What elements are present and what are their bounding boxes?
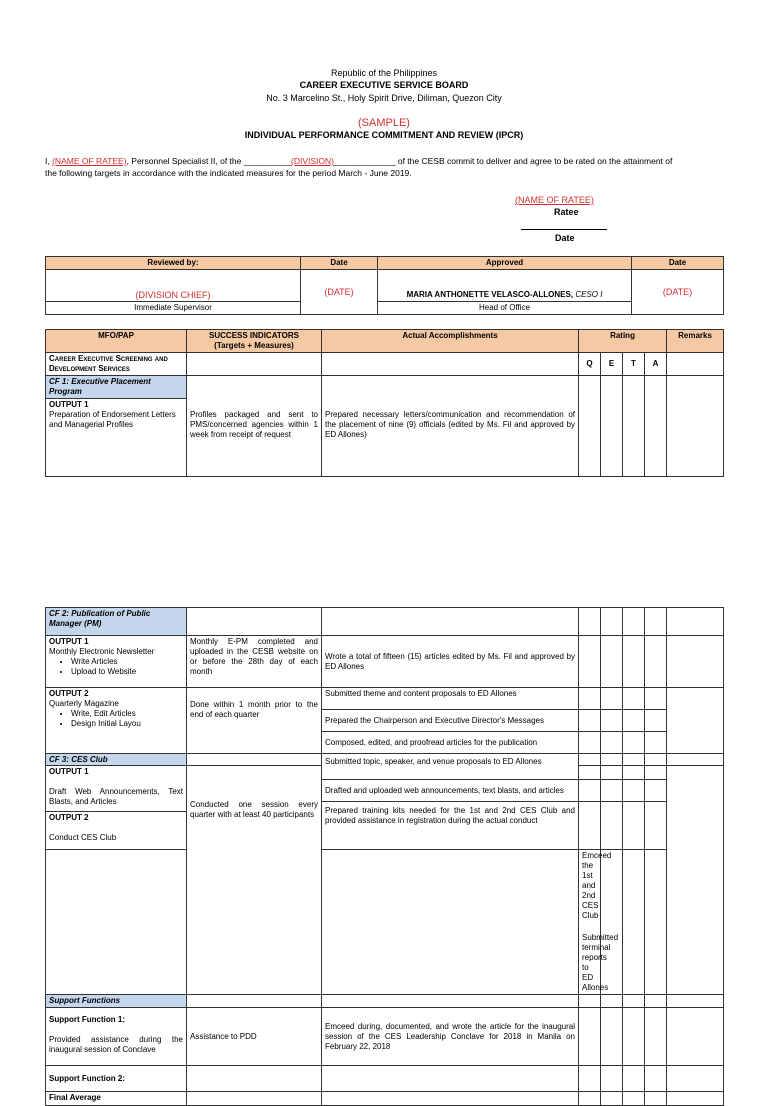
rating-a: A [645,353,667,376]
empty-cell [601,995,623,1008]
empty-cell [601,1092,623,1106]
empty-cell [623,376,645,477]
empty-cell [579,376,601,477]
empty-cell [645,1066,667,1092]
cf3-acc3: Prepared training kits needed for the 1st and 2nd CES Club and provided assistance in registration during the actual conduct [322,802,579,850]
intro-p1: I, [45,156,53,166]
list-item: • Write, Edit Articles [71,709,183,719]
support-function-1-acc: Emceed during, documented, and wrote the article for the inaugural session of the CES Leadership Conclave for 2018 in Manila on February 22, 2018 [322,1008,579,1066]
empty-cell [645,1092,667,1106]
intro-p2: , Personnel Specialist II, of the [126,156,244,166]
empty-cell [601,732,623,754]
rating-e: E [601,353,623,376]
ratee-date-label: Date [555,233,575,243]
cf3-output2-label: OUTPUT 2 [49,813,89,822]
empty-cell [645,780,667,802]
review-table [45,256,724,315]
out1-accomplishment: Prepared necessary letters/communication and recommendation of the placement of nine (9) officials (edited by Ms. Fil and approved by ED Allones) [322,376,579,477]
date-header-1: Date [301,257,378,270]
cf2-output2-acc2: Prepared the Chairperson and Executive Director's Messages [322,710,579,732]
support-function-1-label: Support Function 1: [49,1015,125,1024]
approver-name [378,270,632,302]
empty-cell [645,754,667,766]
empty-cell [579,608,601,636]
rating-t: T [623,353,645,376]
cf2-output1-label: OUTPUT 1 [49,637,89,646]
republic-line: Republic of the Philippines [330,68,438,78]
ratee-date-line [521,229,607,230]
empty-cell [601,1008,623,1066]
empty-cell [645,376,667,477]
empty-cell [645,766,667,780]
success-indicators-header [187,330,322,353]
cf2-output2-cell [46,688,187,754]
empty-cell [579,802,601,850]
date-value-2: (DATE) [632,270,724,315]
remarks-header: Remarks [667,330,724,353]
empty-cell [579,636,601,688]
empty-cell [667,766,724,995]
cf3-success-indicator: Conducted one session every quarter with at least 40 participants [187,766,322,995]
empty-cell [645,688,667,710]
empty-cell [645,995,667,1008]
empty-cell [601,710,623,732]
cf2-output1-si: Monthly E-PM completed and uploaded in the CESB website on or before the 28th day of each month [187,636,322,688]
empty-cell [601,688,623,710]
cf2-output2-acc1: Submitted theme and content proposals to ED Allones [322,688,579,710]
approver-title: CESO I [575,290,603,299]
final-average-label: Final Average [46,1092,187,1106]
reviewed-by-header: Reviewed by: [46,257,301,270]
empty-cell [623,636,645,688]
ratee-name-inline: (NAME OF RATEE) [52,156,127,166]
core-function: Career Executive Screening and Development Services [46,353,187,376]
intro-blank-1: __________ [243,156,292,166]
cf3-acc2: Drafted and uploaded web announcements, text blasts, and articles [322,780,579,802]
empty-cell [667,636,724,688]
empty-cell [601,1066,623,1092]
sample-label: (SAMPLE) [358,117,410,129]
empty-cell [187,353,322,376]
empty-cell [601,608,623,636]
empty-cell [601,754,623,766]
intro-line-2: the following targets in accordance with the indicated measures for the period March - June 2019. [45,168,412,178]
cf3-acc1: Submitted topic, speaker, and venue proposals to ED Allones [322,754,579,780]
empty-cell [579,754,601,766]
empty-cell [601,376,623,477]
support-functions-title: Support Functions [46,995,187,1008]
list-item: • Upload to Website [71,667,183,677]
cf1-title: CF 1: Executive Placement Program [46,376,187,399]
support-function-1-cell [46,1008,187,1066]
cf3-title: CF 3: CES Club [46,754,187,766]
ratee-name: (NAME OF RATEE) [515,195,594,205]
intro-p3: of the CESB commit to deliver and agree to be rated on the attainment of [395,156,673,166]
out1-success-indicator: Profiles packaged and sent to PMS/concerned agencies within 1 week from receipt of request [187,376,322,477]
cf2-output1-cell [46,636,187,688]
empty-cell [187,754,322,766]
empty-cell [623,802,645,850]
empty-cell [601,766,623,780]
ipcr-table-2 [45,607,724,1106]
cf3-acc5: Submitted terminal reports to ED Allones [582,933,619,992]
cf2-output2-list [49,709,183,729]
out1-description: Preparation of Endorsement Letters and Managerial Profiles [49,410,176,429]
empty-cell [623,688,645,710]
support-function-1-si: Assistance to PDD [187,1008,322,1066]
ipcr-table-1 [45,329,724,477]
empty-cell [645,732,667,754]
empty-cell [187,995,322,1008]
empty-cell [579,732,601,754]
cf3-acc4: Emceed the 1st and 2nd CES Club [582,851,612,920]
list-item: • Design Initial Layou [71,719,183,729]
date-value-1: (DATE) [301,270,378,315]
division-chief: (DIVISION CHIEF) [46,270,301,302]
ratee-label: Ratee [554,207,579,217]
cf2-output1-acc: Wrote a total of fifteen (15) articles edited by Ms. Fil and approved by ED Allones [322,636,579,688]
empty-cell [579,1092,601,1106]
immediate-supervisor: Immediate Supervisor [46,302,301,315]
empty-cell [667,353,724,376]
si-header-line2: (Targets + Measures) [214,341,294,350]
head-of-office: Head of Office [378,302,632,315]
empty-cell [645,802,667,850]
cf3-output1-desc: Draft Web Announcements, Text Blasts, and Articles [49,787,183,806]
cf2-output2-label: OUTPUT 2 [49,689,89,698]
empty-cell [579,710,601,732]
empty-cell [46,850,187,995]
intro-blank-2: _____________ [334,156,396,166]
intro-line-1 [45,156,672,166]
empty-cell [645,850,667,995]
empty-cell [623,1008,645,1066]
empty-cell [601,850,623,995]
cf3-acc45-cell [579,850,619,995]
empty-cell [601,780,623,802]
out1-cell [46,399,187,477]
empty-cell [645,710,667,732]
empty-cell [322,608,579,636]
empty-cell [187,608,322,636]
empty-cell [322,1092,579,1106]
cf2-title: CF 2: Publication of Public Manager (PM) [46,608,187,636]
cf3-output2-desc: Conduct CES Club [49,833,117,842]
mfo-pap-header: MFO/PAP [46,330,187,353]
rating-header: Rating [579,330,667,353]
date-header-2: Date [632,257,724,270]
empty-cell [601,802,623,850]
empty-cell [579,688,601,710]
empty-cell [645,1008,667,1066]
empty-cell [667,1008,724,1066]
list-item: • Write Articles [71,657,183,667]
out1-label: OUTPUT 1 [49,400,89,409]
board-name: CAREER EXECUTIVE SERVICE BOARD [299,80,469,90]
division-inline: (DIVISION) [291,156,335,166]
cf2-output2-desc: Quarterly Magazine [49,699,119,708]
empty-cell [667,608,724,636]
empty-cell [579,766,601,780]
empty-cell [601,636,623,688]
support-function-1-desc: Provided assistance during the inaugural session of Conclave [49,1035,183,1054]
empty-cell [623,1066,645,1092]
cf2-output1-list [49,657,183,677]
rating-q: Q [579,353,601,376]
empty-cell [579,995,601,1008]
empty-cell [187,1066,322,1092]
empty-cell [645,636,667,688]
cf3-output2-cell [46,812,187,850]
empty-cell [667,688,724,754]
empty-cell [667,995,724,1008]
empty-cell [667,754,724,766]
si-header-line1: SUCCESS INDICATORS [209,331,299,340]
empty-cell [667,376,724,477]
empty-cell [645,608,667,636]
empty-cell [579,1066,601,1092]
empty-cell [579,780,601,802]
empty-cell [322,995,579,1008]
approver-name-text: MARIA ANTHONETTE VELASCO-ALLONES, [406,290,574,299]
cf2-output1-desc: Monthly Electronic Newsletter [49,647,155,656]
empty-cell [623,850,645,995]
empty-cell [623,608,645,636]
empty-cell [667,1066,724,1092]
empty-cell [623,995,645,1008]
empty-cell [623,766,645,780]
approved-header: Approved [378,257,632,270]
empty-cell [579,1008,601,1066]
actual-accomplishments-header: Actual Accomplishments [322,330,579,353]
board-address: No. 3 Marcelino St., Holy Spirit Drive, Diliman, Quezon City [266,93,502,103]
cf3-output1-label: OUTPUT 1 [49,767,89,776]
cf2-output2-si: Done within 1 month prior to the end of each quarter [187,688,322,754]
empty-cell [623,1092,645,1106]
empty-cell [667,1092,724,1106]
empty-cell [623,754,645,766]
empty-cell [322,1066,579,1092]
empty-cell [623,780,645,802]
support-function-2-label: Support Function 2: [46,1066,187,1092]
empty-cell [623,710,645,732]
empty-cell [322,353,579,376]
empty-cell [322,850,579,995]
empty-cell [187,1092,322,1106]
empty-cell [623,732,645,754]
cf2-output2-acc3: Composed, edited, and proofread articles for the publication [322,732,579,754]
cf3-output1-cell [46,766,187,812]
form-title: INDIVIDUAL PERFORMANCE COMMITMENT AND REVIEW (IPCR) [244,130,524,140]
